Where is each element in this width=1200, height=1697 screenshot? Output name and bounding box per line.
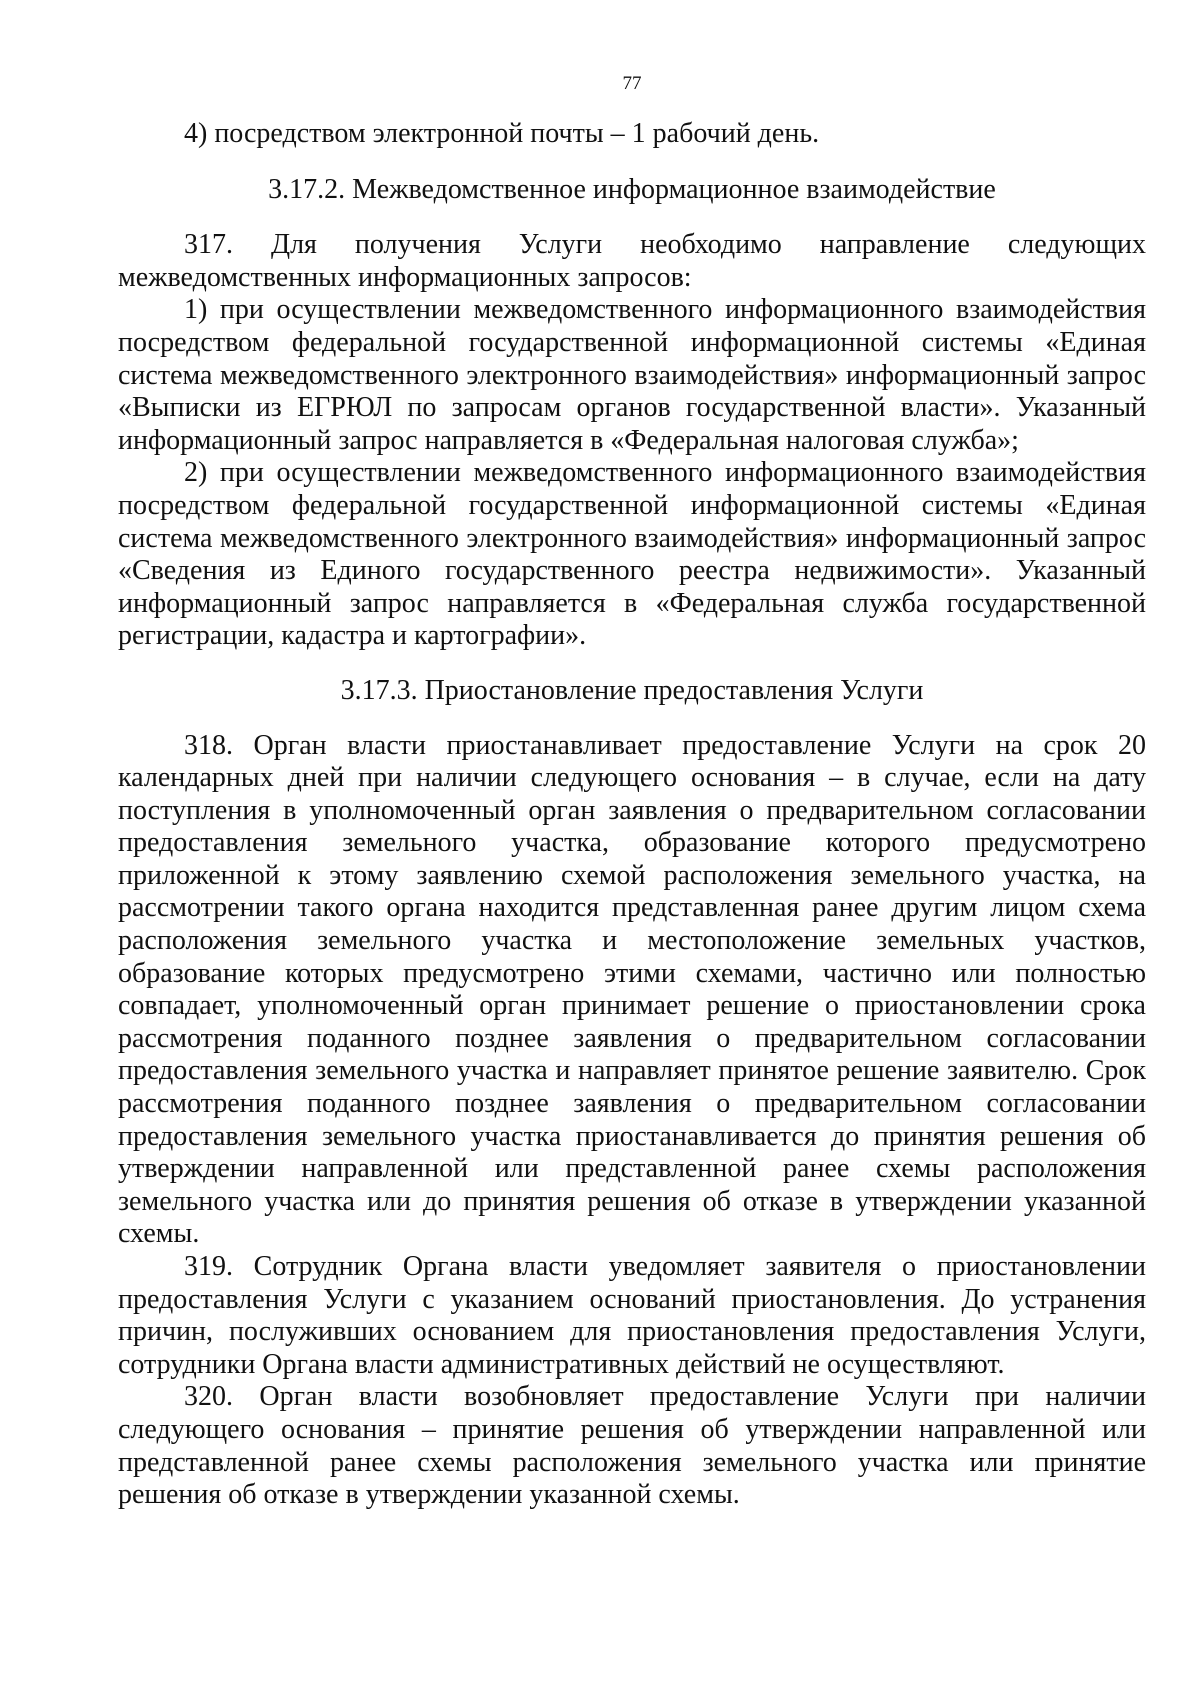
paragraph-317-line-1: 317. Для получения Услуги необходимо направление следующих xyxy=(184,229,1146,261)
section-heading-3-17-2: 3.17.2. Межведомственное информационное взаимодействие xyxy=(268,173,996,205)
paragraph-320: 320. Орган власти возобновляет предоставление Услуги при наличии следующего основания – принятие решения об утверждении направленной или представленной ранее схемы расположения земельного участка или принятие решения об отказе в утверждении указанной схемы. xyxy=(118,1381,1146,1511)
page-number: 77 xyxy=(622,73,642,94)
item-4-text: 4) посредством электронной почты – 1 рабочий день. xyxy=(184,118,820,149)
paragraph-317-item-1: 1) при осуществлении межведомственного информационного взаимодействия посредством федеральной государственной информационной системы «Единая система межведомственного электронного взаимодействия» информационный запрос «Выписки из ЕГРЮЛ по запросам органов государственной власти». Указанный информационный запрос направляется в «Федеральная налоговая служба»; xyxy=(118,294,1146,456)
section-heading-3-17-3: 3.17.3. Приостановление предоставления Услуги xyxy=(340,674,924,706)
paragraph-317-line-2: межведомственных информационных запросов: xyxy=(118,261,692,293)
paragraph-318: 318. Орган власти приостанавливает предоставление Услуги на срок 20 календарных дней при наличии следующего основания – в случае, если на дату поступления в уполномоченный орган заявления о предварительном согласовании предоставления земельного участка, образование которого предусмотрено приложенной к этому заявлению схемой расположения земельного участка, на рассмотрении такого органа находится представленная ранее другим лицом схема расположения земельного участка и местоположение земельных участков, образование которых предусмотрено этими схемами, частично или полностью совпадает, уполномоченный орган принимает решение о приостановлении срока рассмотрения поданного позднее заявления о предварительном согласовании предоставления земельного участка и направляет принятое решение заявителю. Срок рассмотрения поданного позднее заявления о предварительном согласовании предоставления земельного участка приостанавливается до принятия решения об утверждении направленной или представленной ранее схемы расположения земельного участка или до принятия решения об отказе в утверждении указанной схемы. xyxy=(118,729,1146,1250)
document-page xyxy=(118,0,1146,1697)
item-4-paragraph xyxy=(118,118,1146,151)
paragraph-319: 319. Сотрудник Органа власти уведомляет заявителя о приостановлении предоставления Услуги с указанием оснований приостановления. До устранения причин, послуживших основанием для приостановления предоставления Услуги, сотрудники Органа власти административных действий не осуществляют. xyxy=(118,1251,1146,1380)
document-body xyxy=(118,118,1146,1512)
paragraph-317-item-2: 2) при осуществлении межведомственного информационного взаимодействия посредством федеральной государственной информационной системы «Единая система межведомственного электронного взаимодействия» информационный запрос «Сведения из Единого государственного реестра недвижимости». Указанный информационный запрос направляется в «Федеральная служба государственной регистрации, кадастра и картографии». xyxy=(118,457,1146,652)
